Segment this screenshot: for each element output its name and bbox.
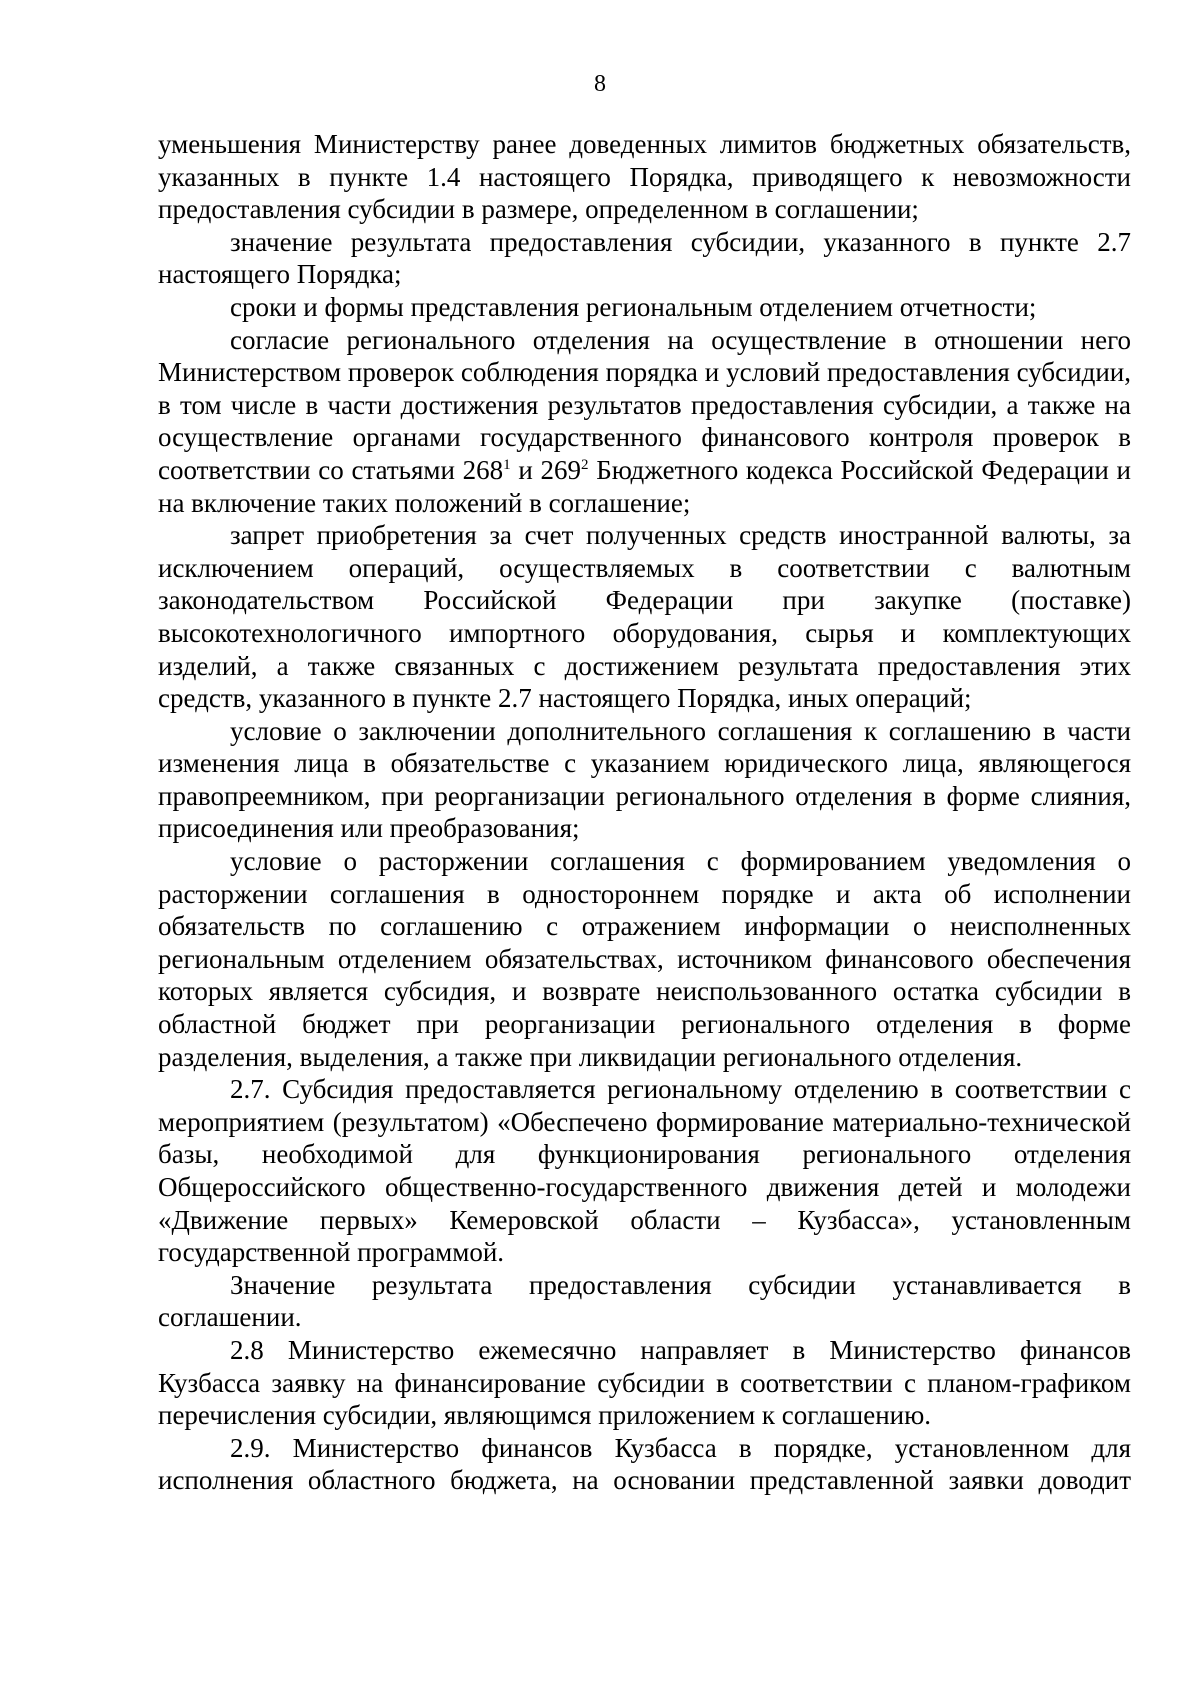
page-number: 8: [594, 71, 606, 97]
paragraph-result-in-agreement: Значение результата предоставления субсидии устанавливается в соглашении.: [158, 1269, 1131, 1333]
paragraph-2-7: 2.7. Субсидия предоставляется региональному отделению в соответствии с мероприятием (результатом) «Обеспечено формирование материально-технической базы, необходимой для функционирования регионального отделения Общероссийского общественно-государственного движения детей и молодежи «Движение первых» Кемеровской области – Кузбасса», установленным государственной программой.: [158, 1074, 1131, 1268]
paragraph-termination: условие о расторжении соглашения с формированием уведомления о расторжении соглашения в одностороннем порядке и акта об исполнении обязательств по соглашению с отражением информации о неисполненных региональным отделением обязательствах, источником финансового обеспечения которых является субсидия, и возврате неиспользованного остатка субсидии в областной бюджет при реорганизации регионального отделения в форме разделения, выделения, а также при ликвидации регионального отделения.: [158, 846, 1131, 1072]
paragraph-continuation: уменьшения Министерству ранее доведенных лимитов бюджетных обязательств, указанных в пункте 1.4 настоящего Порядка, приводящего к невозможности предоставления субсидии в размере, определенном в соглашении;: [158, 129, 1131, 225]
document-body: [158, 128, 1131, 1497]
paragraph-result-value: значение результата предоставления субсидии, указанного в пункте 2.7 настоящего Порядка;: [158, 226, 1131, 290]
paragraph-2-8: 2.8 Министерство ежемесячно направляет в Министерство финансов Кузбасса заявку на финансирование субсидии в соответствии с планом-графиком перечисления субсидии, являющимся приложением к соглашению.: [158, 1334, 1131, 1431]
paragraph-reporting: сроки и формы представления региональным отделением отчетности;: [230, 291, 1037, 322]
consent-text-mid: и 269: [510, 454, 582, 485]
paragraph-2-9: 2.9. Министерство финансов Кузбасса в порядке, установленном для исполнения областного бюджета, на основании представленной заявки доводит: [158, 1432, 1131, 1496]
superscript-1: 1: [503, 456, 511, 473]
consent-text-start: согласие регионального отделения на осуществление в отношении него Министерством проверок соблюдения порядка и условий предоставления субсидии, в том числе в части достижения результатов предоставления субсидии, а также на осуществление органами государственного финансового контроля проверок в соответствии со статьями 268: [158, 324, 1131, 485]
paragraph-additional-agreement: условие о заключении дополнительного соглашения к соглашению в части изменения лица в обязательстве с указанием юридического лица, являющегося правопреемником, при реорганизации регионального отделения в форме слияния, присоединения или преобразования;: [158, 715, 1131, 844]
paragraph-consent-inspections: [158, 324, 1131, 520]
paragraph-currency-ban: запрет приобретения за счет полученных средств иностранной валюты, за исключением операций, осуществляемых в соответствии с валютным законодательством Российской Федерации при закупке (поставке) высокотехнологичного импортного оборудования, сырья и комплектующих изделий, а также связанных с достижением результата предоставления этих средств, указанного в пункте 2.7 настоящего Порядка, иных операций;: [158, 520, 1131, 714]
superscript-2: 2: [581, 456, 589, 473]
consent-text-end: Бюджетного кодекса Российской Федерации и на включение таких положений в соглашение;: [158, 454, 1131, 518]
